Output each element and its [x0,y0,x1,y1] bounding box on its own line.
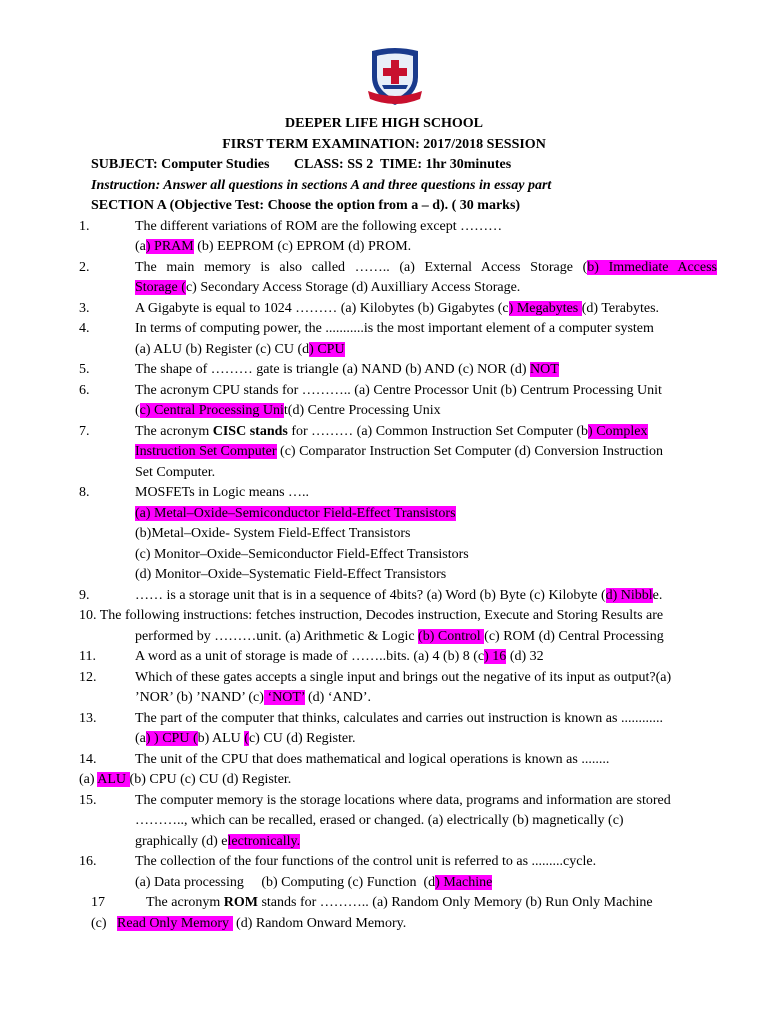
answer-highlight: Instruction Set Computer [135,444,277,459]
question-text: The unit of the CPU that does mathematical and logical operations is known as ........ [135,752,610,767]
instruction-line: Instruction: Answer all questions in sections A and three questions in essay part [91,178,552,193]
question-options: Storage (c) Secondary Access Storage (d) Auxilliary Access Storage. [135,280,521,295]
question-number: 2. [79,260,90,275]
question-options: graphically (d) electronically. [135,834,301,849]
question-options: Instruction Set Computer (c) Comparator Instruction Set Computer (d) Conversion Instruction [135,444,664,459]
question-option: (c) Monitor–Oxide–Semiconductor Field-Effect Transistors [135,547,469,562]
question-text: A Gigabyte is equal to 1024 ……… (a) Kilobytes (b) Gigabytes (c) Megabytes (d) Terabytes. [135,301,660,316]
answer-highlight: d) Nibbl [605,588,653,603]
question-options: (c) Central Processing Unit(d) Centre Processing Unix [135,403,441,418]
exam-title: FIRST TERM EXAMINATION: 2017/2018 SESSION [222,137,546,152]
question-text: 10. The following instructions: fetches instruction, Decodes instruction, Execute and Storing Results are [79,608,664,623]
question-option: (d) Monitor–Oxide–Systematic Field-Effect Transistors [135,567,447,582]
question-number: 5. [79,362,90,377]
question-number: 9. [79,588,90,603]
question-options: (a) ALU (b) CPU (c) CU (d) Register. [79,772,292,787]
question-number: 14. [79,752,97,767]
question-number: 15. [79,793,97,808]
question-number: 17 [91,895,105,910]
answer-highlight: (a) Metal–Oxide–Semiconductor Field-Effect Transistors [135,506,456,521]
question-number: 4. [79,321,90,336]
section-heading: SECTION A (Objective Test: Choose the option from a – d). ( 30 marks) [91,198,521,213]
question-options: ’NOR’ (b) ’NAND’ (c) ‘NOT’ (d) ‘AND’. [135,690,371,705]
question-text: Which of these gates accepts a single input and brings out the negative of its input as output?(a) [135,670,672,685]
question-text: ……….., which can be recalled, erased or changed. (a) electrically (b) magnetically (c) [135,813,624,828]
question-text: The computer memory is the storage locations where data, programs and information are stored [135,793,671,808]
question-options: Set Computer. [135,465,216,480]
answer-highlight: ) ) CPU ( [145,731,198,746]
question-number: 12. [79,670,97,685]
question-text: …… is a storage unit that is in a sequence of 4bits? (a) Word (b) Byte (c) Kilobyte (d) Nibble. [135,588,663,603]
answer-highlight: ) Complex [588,424,648,439]
subject-line: SUBJECT: Computer Studies CLASS: SS 2 TIME: 1hr 30minutes [91,157,512,172]
question-text: The acronym ROM stands for ……….. (a) Random Only Memory (b) Run Only Machine [146,895,653,910]
question-options: (a) Data processing (b) Computing (c) Function (d) Machine [135,875,493,890]
question-options: (c) Read Only Memory (d) Random Onward Memory. [91,916,407,931]
question-number: 3. [79,301,90,316]
answer-highlight: c) Central Processing Uni [139,403,284,418]
question-option: (b)Metal–Oxide- System Field-Effect Transistors [135,526,411,541]
question-number: 1. [79,219,90,234]
school-crest-logo [366,47,424,109]
question-options: (a) ) CPU (b) ALU (c) CU (d) Register. [135,731,356,746]
answer-highlight: ) PRAM [145,239,194,254]
question-number: 6. [79,383,90,398]
question-text: MOSFETs in Logic means ….. [135,485,310,500]
answer-highlight: ) CPU [309,342,345,357]
answer-highlight: NOT [530,362,559,377]
answer-highlight: ) Machine [435,875,493,890]
school-name: DEEPER LIFE HIGH SCHOOL [285,116,483,131]
answer-highlight: Storage ( [135,280,186,295]
question-text: The collection of the four functions of the control unit is referred to as .........cycle. [135,854,597,869]
question-number: 16. [79,854,97,869]
answer-highlight: (b) Control [418,629,485,644]
question-text: The part of the computer that thinks, calculates and carries out instruction is known as ............ [135,711,663,726]
question-text: The main memory is also called …….. (a) External Access Storage (b) Immediate Access [135,260,717,275]
answer-highlight: b) Immediate Access [587,260,717,275]
question-number: 8. [79,485,90,500]
question-options: (a) ALU (b) Register (c) CU (d) CPU [135,342,345,357]
question-text: The different variations of ROM are the following except ……… [135,219,503,234]
question-options: (a) PRAM (b) EEPROM (c) EPROM (d) PROM. [135,239,412,254]
question-number: 11. [79,649,96,664]
question-number: 7. [79,424,90,439]
answer-highlight: ‘NOT’ [263,690,305,705]
answer-highlight: ) Megabytes [508,301,582,316]
answer-highlight: Read Only Memory [117,916,233,931]
answer-highlight: ( [244,731,249,746]
question-option [135,504,456,525]
question-options: performed by ………unit. (a) Arithmetic & Logic (b) Control (c) ROM (d) Central Processing [135,629,664,644]
answer-highlight: ALU [97,772,130,787]
question-text: The acronym CPU stands for ……….. (a) Centre Processor Unit (b) Centrum Processing Unit [135,383,662,398]
answer-highlight: lectronically. [227,834,301,849]
question-text: In terms of computing power, the ...........is the most important element of a computer system [135,321,654,336]
question-number: 13. [79,711,97,726]
question-text: The shape of ……… gate is triangle (a) NAND (b) AND (c) NOR (d) NOT [135,362,559,377]
question-text: The acronym CISC stands for ……… (a) Common Instruction Set Computer (b) Complex [135,424,648,439]
question-text: A word as a unit of storage is made of ……..bits. (a) 4 (b) 8 (c) 16 (d) 32 [135,649,544,664]
answer-highlight: ) 16 [484,649,507,664]
